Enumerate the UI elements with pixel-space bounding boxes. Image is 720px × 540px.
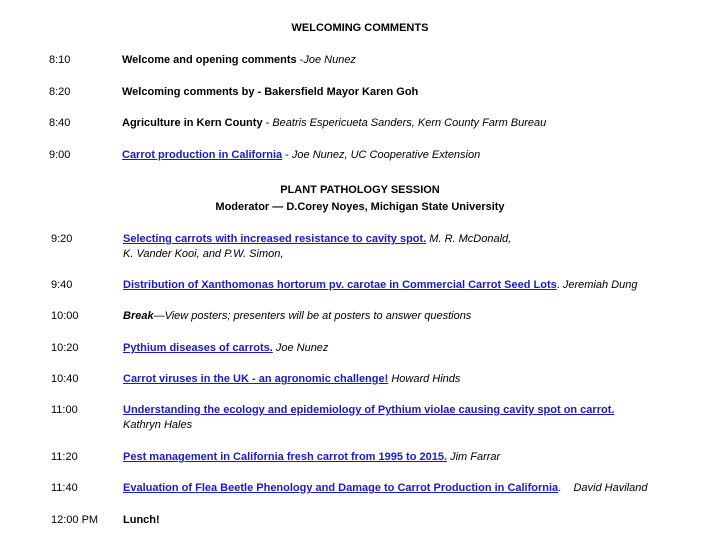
time-9-40: 9:40 bbox=[51, 279, 73, 291]
item-separator: . bbox=[556, 279, 563, 291]
time-9-20: 9:20 bbox=[51, 233, 73, 245]
time-11-00: 11:00 bbox=[51, 404, 78, 416]
item-speaker: David Haviland bbox=[573, 482, 648, 494]
item-speaker-continued: K. Vander Kooi, and P.W. Simon, bbox=[123, 248, 284, 260]
item-speaker: Joe Nunez bbox=[303, 54, 356, 66]
item-speaker: Joe Nunez bbox=[272, 342, 329, 354]
link-pythium-violae[interactable]: Understanding the ecology and epidemiology of Pythium violae causing cavity spot on carrot. bbox=[123, 404, 615, 416]
agenda-item-agriculture bbox=[122, 117, 546, 129]
link-carrot-viruses[interactable]: Carrot viruses in the UK - an agronomic challenge! bbox=[123, 373, 389, 385]
break-label: Break bbox=[123, 310, 154, 322]
time-9-00: 9:00 bbox=[49, 149, 71, 161]
time-10-40: 10:40 bbox=[51, 373, 79, 385]
item-separator: . bbox=[558, 482, 574, 494]
item-speaker: Beatris Espericueta Sanders, Kern County Farm Bureau bbox=[272, 117, 547, 129]
item-separator: - bbox=[282, 149, 292, 161]
agenda-item-pythium bbox=[123, 342, 328, 354]
item-speaker: Jim Farrar bbox=[447, 451, 501, 463]
agenda-item-pest-management bbox=[123, 451, 500, 463]
break-description: —View posters; presenters will be at posters to answer questions bbox=[153, 310, 472, 322]
agenda-item-cavity-spot bbox=[123, 233, 511, 245]
link-pythium-diseases[interactable]: Pythium diseases of carrots. bbox=[123, 342, 273, 354]
time-10-00: 10:00 bbox=[51, 310, 79, 322]
agenda-item-break bbox=[123, 310, 471, 322]
item-speaker: Joe Nunez, UC Cooperative Extension bbox=[291, 149, 481, 161]
time-10-20: 10:20 bbox=[51, 342, 79, 354]
time-12-00-pm: 12:00 PM bbox=[51, 514, 99, 526]
heading-plant-pathology: PLANT PATHOLOGY SESSION bbox=[280, 184, 440, 196]
link-cavity-spot-resistance[interactable]: Selecting carrots with increased resistance to cavity spot. bbox=[123, 233, 427, 245]
moderator-line: Moderator — D.Corey Noyes, Michigan State University bbox=[215, 201, 505, 213]
agenda-item-opening bbox=[122, 54, 356, 66]
item-speaker: Howard Hinds bbox=[388, 373, 461, 385]
item-separator: - bbox=[262, 117, 273, 129]
link-pest-management[interactable]: Pest management in California fresh carrot from 1995 to 2015. bbox=[123, 451, 448, 463]
agenda-item-carrot-viruses bbox=[123, 373, 460, 385]
time-11-40: 11:40 bbox=[51, 482, 78, 494]
link-xanthomonas[interactable]: Distribution of Xanthomonas hortorum pv. carotae in Commercial Carrot Seed Lots bbox=[123, 279, 557, 291]
time-8-10: 8:10 bbox=[49, 54, 71, 66]
heading-welcoming: WELCOMING COMMENTS bbox=[291, 22, 429, 34]
agenda-item-lunch: Lunch! bbox=[123, 514, 160, 526]
agenda-item-xanthomonas bbox=[123, 279, 637, 291]
agenda-item-carrot-production bbox=[122, 149, 480, 161]
agenda-item-mayor: Welcoming comments by - Bakersfield Mayor Karen Goh bbox=[122, 86, 419, 98]
item-speaker: Jeremiah Dung bbox=[562, 279, 638, 291]
time-11-20: 11:20 bbox=[51, 451, 78, 463]
item-title: Welcome and opening comments bbox=[122, 54, 297, 66]
link-flea-beetle[interactable]: Evaluation of Flea Beetle Phenology and Damage to Carrot Production in California bbox=[123, 482, 559, 494]
agenda-item-pythium-violae bbox=[123, 404, 614, 416]
item-separator: - bbox=[296, 54, 304, 66]
item-title: Agriculture in Kern County bbox=[122, 117, 263, 129]
link-carrot-production[interactable]: Carrot production in California bbox=[122, 149, 283, 161]
time-8-40: 8:40 bbox=[49, 117, 71, 129]
time-8-20: 8:20 bbox=[49, 86, 71, 98]
agenda-item-flea-beetle bbox=[123, 482, 647, 494]
item-speaker: Kathryn Hales bbox=[123, 419, 193, 431]
item-speaker: M. R. McDonald, bbox=[426, 233, 512, 245]
